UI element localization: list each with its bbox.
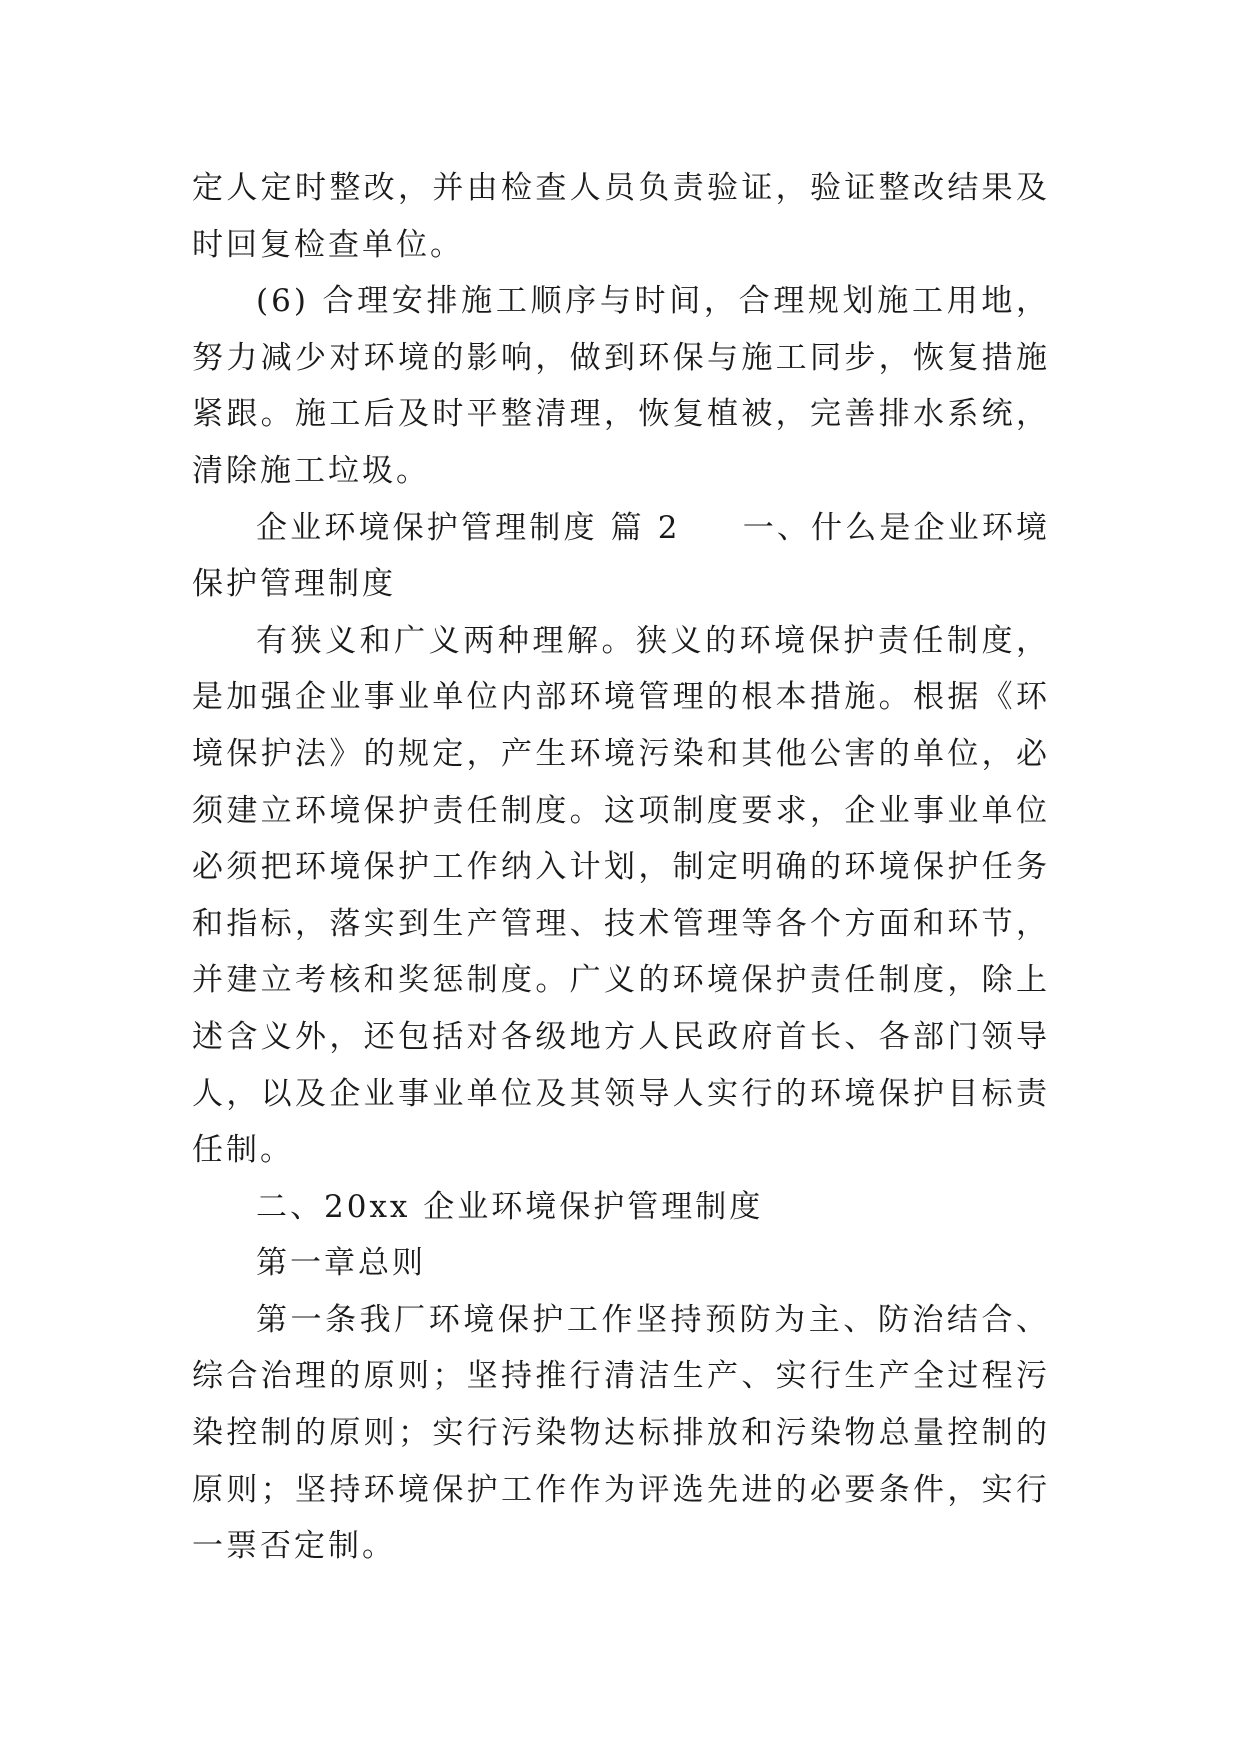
chapter-heading: 第一章总则: [256, 1245, 426, 1282]
paragraph-item-6: (6) 合理安排施工顺序与时间，合理规划施工用地，努力减少对环境的影响，做到环保与施工同步，恢复措施紧跟。施工后及时平整清理，恢复植被，完善排水系统，清除施工垃圾。: [192, 283, 1050, 489]
article-1-paragraph: 第一条我厂环境保护工作坚持预防为主、防治结合、综合治理的原则；坚持推行清洁生产、实行生产全过程污染控制的原则；实行污染物达标排放和污染物总量控制的原则；坚持环境保护工作作为评选先进的必要条件，实行一票否定制。: [192, 1301, 1050, 1565]
document-body: [192, 160, 1050, 1575]
paragraph-definition: 有狭义和广义两种理解。狭义的环境保护责任制度，是加强企业事业单位内部环境管理的根本措施。根据《环境保护法》的规定，产生环境污染和其他公害的单位，必须建立环境保护责任制度。这项制度要求，企业事业单位必须把环境保护工作纳入计划，制定明确的环境保护任务和指标，落实到生产管理、技术管理等各个方面和环节，并建立考核和奖惩制度。广义的环境保护责任制度，除上述含义外，还包括对各级地方人民政府首长、各部门领导人，以及企业事业单位及其领导人实行的环境保护目标责任制。: [192, 622, 1050, 1169]
section-heading-text: 一、什么是企业环境保护管理制度: [192, 509, 1051, 603]
section-heading: 企业环境保护管理制度 篇 2: [256, 509, 681, 546]
section-heading-paragraph: [192, 500, 1050, 613]
paragraph-continuation: 定人定时整改，并由检查人员负责验证，验证整改结果及时回复检查单位。: [192, 170, 1050, 263]
subheading-20xx: 二、20xx 企业环境保护管理制度: [256, 1188, 764, 1225]
